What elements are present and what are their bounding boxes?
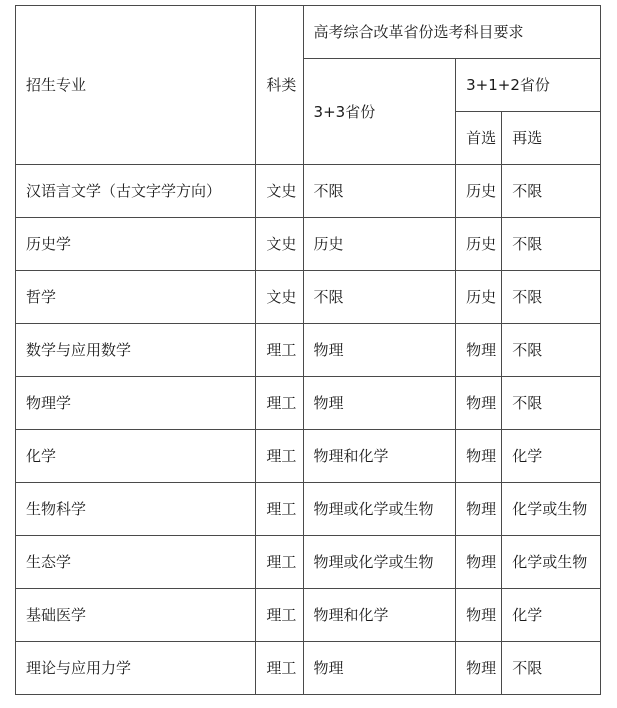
- cell-major: 基础医学: [16, 589, 256, 642]
- cell-second: 不限: [502, 324, 601, 377]
- cell-first: 物理: [456, 324, 502, 377]
- cell-major: 生物科学: [16, 483, 256, 536]
- header-requirement: 高考综合改革省份选考科目要求: [303, 6, 600, 59]
- cell-second: 不限: [502, 165, 601, 218]
- cell-first: 物理: [456, 430, 502, 483]
- cell-major: 哲学: [16, 271, 256, 324]
- cell-req-33: 物理或化学或生物: [303, 483, 456, 536]
- cell-major: 生态学: [16, 536, 256, 589]
- cell-second: 化学: [502, 589, 601, 642]
- header-first: 首选: [456, 112, 502, 165]
- cell-category: 理工: [256, 483, 303, 536]
- table-row: [16, 377, 601, 430]
- cell-major: 化学: [16, 430, 256, 483]
- cell-req-33: 不限: [303, 165, 456, 218]
- cell-first: 历史: [456, 271, 502, 324]
- cell-first: 物理: [456, 483, 502, 536]
- cell-req-33: 物理: [303, 324, 456, 377]
- cell-second: 不限: [502, 642, 601, 695]
- cell-major: 历史学: [16, 218, 256, 271]
- table-row: [16, 218, 601, 271]
- header-category: 科类: [256, 6, 303, 165]
- cell-category: 理工: [256, 377, 303, 430]
- cell-category: 理工: [256, 430, 303, 483]
- table-row: [16, 271, 601, 324]
- table-row: [16, 536, 601, 589]
- cell-category: 文史: [256, 218, 303, 271]
- cell-first: 物理: [456, 536, 502, 589]
- cell-second: 不限: [502, 271, 601, 324]
- header-second: 再选: [502, 112, 601, 165]
- cell-req-33: 不限: [303, 271, 456, 324]
- cell-category: 理工: [256, 642, 303, 695]
- table-row: [16, 483, 601, 536]
- cell-second: 化学或生物: [502, 536, 601, 589]
- table-row: [16, 430, 601, 483]
- cell-second: 化学或生物: [502, 483, 601, 536]
- cell-second: 不限: [502, 218, 601, 271]
- header-mode-33: 3+3省份: [303, 59, 456, 165]
- cell-req-33: 物理: [303, 377, 456, 430]
- cell-major: 理论与应用力学: [16, 642, 256, 695]
- header-mode-312: 3+1+2省份: [456, 59, 601, 112]
- cell-req-33: 物理: [303, 642, 456, 695]
- cell-req-33: 历史: [303, 218, 456, 271]
- cell-req-33: 物理或化学或生物: [303, 536, 456, 589]
- cell-category: 文史: [256, 165, 303, 218]
- cell-category: 理工: [256, 536, 303, 589]
- cell-major: 汉语言文学（古文字学方向）: [16, 165, 256, 218]
- header-major: 招生专业: [16, 6, 256, 165]
- table-row: [16, 165, 601, 218]
- cell-category: 理工: [256, 324, 303, 377]
- admission-table-container: [15, 5, 601, 695]
- table-row: [16, 589, 601, 642]
- cell-req-33: 物理和化学: [303, 589, 456, 642]
- cell-first: 历史: [456, 165, 502, 218]
- admission-subject-table: [15, 5, 601, 695]
- cell-category: 理工: [256, 589, 303, 642]
- cell-first: 物理: [456, 642, 502, 695]
- cell-second: 不限: [502, 377, 601, 430]
- cell-category: 文史: [256, 271, 303, 324]
- cell-first: 物理: [456, 589, 502, 642]
- cell-first: 历史: [456, 218, 502, 271]
- cell-major: 数学与应用数学: [16, 324, 256, 377]
- cell-req-33: 物理和化学: [303, 430, 456, 483]
- table-row: [16, 642, 601, 695]
- header-row: [16, 6, 601, 59]
- cell-first: 物理: [456, 377, 502, 430]
- cell-major: 物理学: [16, 377, 256, 430]
- cell-second: 化学: [502, 430, 601, 483]
- table-row: [16, 324, 601, 377]
